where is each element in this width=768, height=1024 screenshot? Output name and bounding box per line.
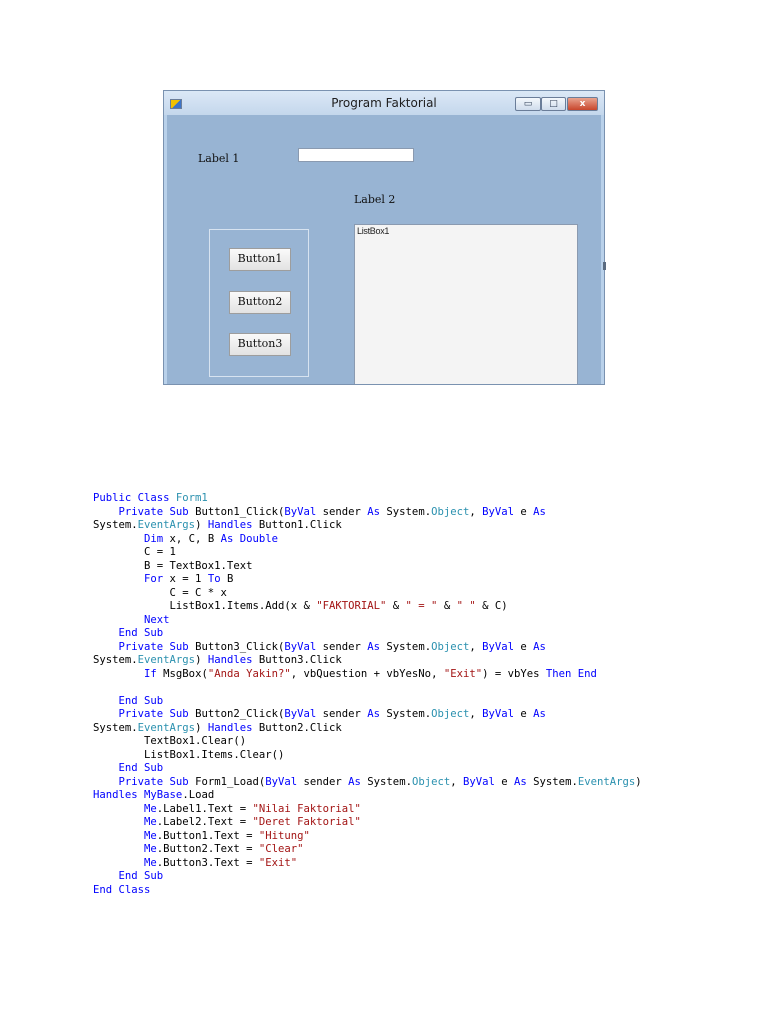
code-token: Private Sub <box>118 775 189 788</box>
code-token: Object <box>431 505 470 518</box>
maximize-button[interactable]: □ <box>541 97 566 111</box>
code-token <box>93 708 119 720</box>
code-token: Private Sub <box>118 708 189 721</box>
code-line <box>93 600 642 614</box>
code-line <box>93 668 642 682</box>
code-token: ListBox1.Items.Add(x & <box>93 600 317 613</box>
code-token: B = TextBox1.Text <box>93 559 253 572</box>
code-token <box>93 830 144 842</box>
code-token: Me <box>144 843 157 856</box>
code-token: ) <box>195 654 208 667</box>
code-token: Handles <box>93 789 138 802</box>
code-token: ListBox1.Items.Clear() <box>93 748 285 761</box>
code-token: ) <box>635 775 642 788</box>
code-token <box>93 816 144 828</box>
code-token <box>93 762 119 774</box>
code-token: , <box>469 708 483 721</box>
code-line <box>93 722 642 736</box>
code-line <box>93 492 642 506</box>
code-token: e <box>494 775 515 788</box>
code-token: e <box>514 505 534 518</box>
code-token: TextBox1.Clear() <box>93 735 247 748</box>
code-token: "Hitung" <box>258 829 310 842</box>
code-token: Button1.Click <box>252 519 342 532</box>
code-listing <box>93 492 642 897</box>
code-token: "Exit" <box>258 856 298 869</box>
code-token: "Anda Yakin?" <box>207 667 291 680</box>
code-token: .Label2.Text = <box>156 816 253 829</box>
code-token: " " <box>456 600 476 613</box>
code-token: System. <box>93 721 138 734</box>
code-token: "Exit" <box>443 667 483 680</box>
code-line <box>93 533 642 547</box>
code-token: EventArgs <box>577 775 636 788</box>
code-line <box>93 695 642 709</box>
code-token: Button2.Click <box>252 721 342 734</box>
code-token: EventArgs <box>137 654 196 667</box>
code-line <box>93 857 642 871</box>
code-line <box>93 749 642 763</box>
code-line <box>93 546 642 560</box>
code-token: Private Sub <box>118 640 189 653</box>
code-token: Handles <box>207 519 253 532</box>
code-token: As <box>367 640 381 653</box>
code-token: Then End <box>545 667 597 680</box>
code-token: Button3_Click( <box>188 640 285 653</box>
code-token: "Deret Faktorial" <box>252 816 361 829</box>
code-line <box>93 789 642 803</box>
code-token: .Label1.Text = <box>156 802 253 815</box>
code-line <box>93 627 642 641</box>
code-line <box>93 641 642 655</box>
code-token: Me <box>144 802 157 815</box>
code-token: B <box>220 573 234 586</box>
code-line <box>93 614 642 628</box>
code-line <box>93 735 642 749</box>
code-line <box>93 816 642 830</box>
code-token: , <box>469 505 483 518</box>
code-token: .Button2.Text = <box>156 843 259 856</box>
code-token: Form1_Load( <box>188 775 266 788</box>
code-line <box>93 830 642 844</box>
code-token: As <box>533 640 546 653</box>
code-token <box>93 506 119 518</box>
code-token: .Button1.Text = <box>156 829 259 842</box>
button2[interactable]: Button2 <box>229 291 291 314</box>
code-token: End Sub <box>118 870 164 883</box>
code-token: ByVal <box>265 775 298 788</box>
code-token: For <box>144 573 164 586</box>
label2: Label 2 <box>354 193 396 206</box>
form-designer-window <box>163 90 605 385</box>
code-token: As <box>367 708 381 721</box>
code-token: .Button3.Text = <box>156 856 259 869</box>
code-token: Button2_Click( <box>188 708 285 721</box>
close-button[interactable]: x <box>567 97 598 111</box>
code-token: x, C, B <box>163 532 221 545</box>
code-line <box>93 776 642 790</box>
code-token: ByVal <box>284 640 317 653</box>
code-token: , <box>450 775 463 788</box>
code-line <box>93 519 642 533</box>
code-token: "Clear" <box>258 843 304 856</box>
code-token: As <box>367 505 381 518</box>
code-token: ByVal <box>284 708 317 721</box>
code-token <box>93 668 144 680</box>
code-token: Object <box>431 640 470 653</box>
code-token: End Sub <box>118 627 164 640</box>
code-token: ByVal <box>482 640 515 653</box>
minimize-button[interactable]: ▭ <box>515 97 541 111</box>
code-token: EventArgs <box>137 519 196 532</box>
code-token: Me <box>144 829 157 842</box>
code-token: As <box>533 708 546 721</box>
code-token: As Double <box>220 532 278 545</box>
code-token: MsgBox( <box>156 667 208 680</box>
code-line <box>93 870 642 884</box>
code-line <box>93 587 642 601</box>
code-line <box>93 762 642 776</box>
code-token <box>93 695 119 707</box>
listbox1[interactable] <box>354 224 578 385</box>
code-token: Me <box>144 856 157 869</box>
code-token: " = " <box>405 600 438 613</box>
code-token: End Sub <box>118 694 164 707</box>
code-line <box>93 681 642 695</box>
code-token: C = C * x <box>93 586 227 599</box>
code-token: System. <box>93 654 138 667</box>
code-token: End Sub <box>118 762 164 775</box>
code-token <box>93 776 119 788</box>
code-token: System. <box>526 775 578 788</box>
code-line <box>93 573 642 587</box>
title-bar <box>164 91 604 115</box>
code-token: Next <box>144 613 170 626</box>
code-token: MyBase <box>144 789 183 802</box>
resize-handle[interactable] <box>603 262 606 270</box>
code-token: & C) <box>475 600 508 613</box>
code-token: As <box>348 775 361 788</box>
code-token: ) = vbYes <box>482 667 546 680</box>
code-token <box>93 627 119 639</box>
code-token: As <box>533 505 546 518</box>
code-token: sender <box>316 640 368 653</box>
code-token: & <box>386 600 406 613</box>
code-token: ByVal <box>284 505 317 518</box>
code-token: "Nilai Faktorial" <box>252 802 361 815</box>
code-token: ByVal <box>463 775 495 788</box>
code-token: ) <box>195 721 208 734</box>
code-line <box>93 843 642 857</box>
code-token: .Load <box>182 789 215 802</box>
code-line <box>93 884 642 898</box>
code-token: Handles <box>207 721 253 734</box>
code-token: EventArgs <box>137 721 196 734</box>
code-token: System. <box>380 505 432 518</box>
code-token: Button3.Click <box>252 654 342 667</box>
code-token: ) <box>195 519 208 532</box>
code-line <box>93 708 642 722</box>
code-token: Private Sub <box>118 505 189 518</box>
code-token: Handles <box>207 654 253 667</box>
code-token <box>93 857 144 869</box>
code-token <box>93 573 144 585</box>
code-token: Object <box>431 708 470 721</box>
code-token: Button1_Click( <box>188 505 285 518</box>
code-token: ByVal <box>482 505 515 518</box>
code-line <box>93 654 642 668</box>
window-title: Program Faktorial <box>331 96 437 110</box>
code-token <box>93 803 144 815</box>
code-token: Dim <box>144 532 164 545</box>
code-token: sender <box>316 505 368 518</box>
code-token <box>93 533 144 545</box>
code-token: , <box>469 640 483 653</box>
code-token: System. <box>380 640 432 653</box>
code-line <box>93 506 642 520</box>
code-token: e <box>514 640 534 653</box>
code-token: System. <box>360 775 412 788</box>
code-token: e <box>514 708 534 721</box>
code-line <box>93 803 642 817</box>
button3[interactable]: Button3 <box>229 333 291 356</box>
code-token: Form1 <box>175 492 208 504</box>
code-token: sender <box>297 775 349 788</box>
code-token: End Class <box>93 883 151 896</box>
code-token: Me <box>144 816 157 829</box>
code-line <box>93 560 642 574</box>
code-token: If <box>144 667 157 680</box>
code-token: Public Class <box>93 492 176 504</box>
label1: Label 1 <box>198 152 240 165</box>
code-token: & <box>437 600 457 613</box>
code-token: As <box>514 775 527 788</box>
code-token: To <box>207 573 221 586</box>
code-token: x = 1 <box>163 573 208 586</box>
code-token <box>93 843 144 855</box>
listbox1-name: ListBox1 <box>357 226 390 236</box>
code-token: C = 1 <box>93 546 176 559</box>
code-token <box>93 870 119 882</box>
code-token: "FAKTORIAL" <box>316 600 387 613</box>
code-token <box>93 614 144 626</box>
button1[interactable]: Button1 <box>229 248 291 271</box>
code-token: , vbQuestion + vbYesNo, <box>290 667 444 680</box>
code-token <box>93 641 119 653</box>
code-token: System. <box>380 708 432 721</box>
form-client-area <box>167 115 601 384</box>
textbox1[interactable] <box>298 148 414 162</box>
code-token: Object <box>411 775 451 788</box>
code-token: ByVal <box>482 708 515 721</box>
code-token: System. <box>93 519 138 532</box>
code-token: sender <box>316 708 368 721</box>
